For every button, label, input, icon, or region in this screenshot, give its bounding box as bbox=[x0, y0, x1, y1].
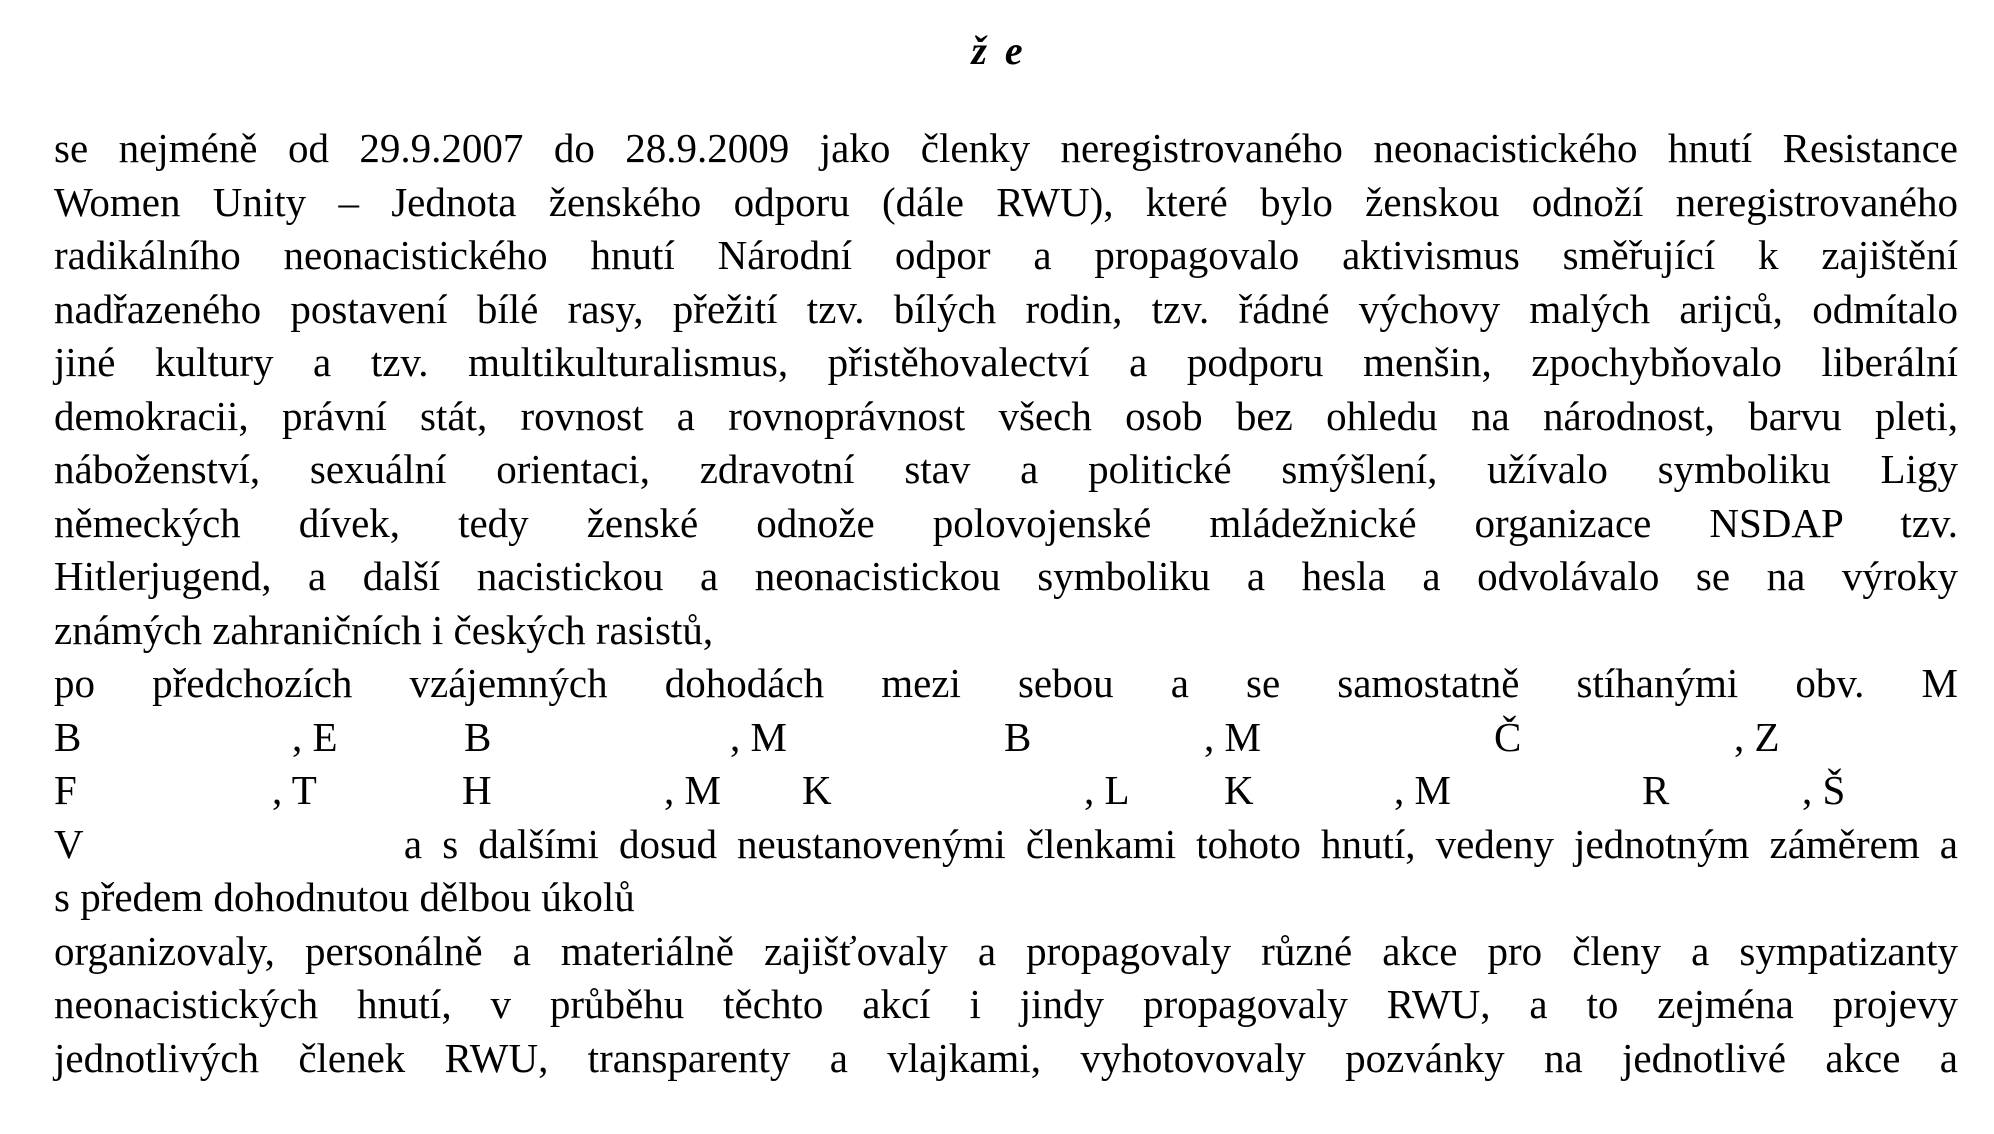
text-line: demokracii, právní stát, rovnost a rovnoprávnost všech osob bez ohledu na národnost, barvu pleti, bbox=[54, 392, 1958, 439]
name-initial: K bbox=[1224, 767, 1254, 813]
paragraph-1 bbox=[54, 122, 1958, 657]
text-line: Women Unity – Jednota ženského odporu (dále RWU), které bylo ženskou odnoží neregistrovaného bbox=[54, 178, 1958, 225]
text-line: po předchozích vzájemných dohodách mezi sebou a se samostatně stíhanými obv. M bbox=[54, 660, 1958, 706]
name-initial: , M bbox=[730, 713, 787, 760]
text-line: náboženství, sexuální orientaci, zdravotní stav a politické smýšlení, užívalo symboliku Ligy bbox=[54, 446, 1958, 492]
text-line: organizovaly, personálně a materiálně zajišťovaly a propagovaly různé akce pro členy a sympatizanty bbox=[54, 927, 1958, 974]
name-initial: K bbox=[802, 767, 832, 813]
text-line: jednotlivých členek RWU, transparenty a vlajkami, vyhotovovaly pozvánky na jednotlivé akce a bbox=[54, 1034, 1958, 1081]
name-initial: B bbox=[1004, 713, 1032, 760]
name-initial: H bbox=[462, 767, 492, 813]
section-heading: ž e bbox=[971, 28, 1023, 73]
redacted-names-row-1 bbox=[54, 711, 1958, 765]
name-initial: , E bbox=[292, 713, 338, 760]
name-initial: R bbox=[1642, 767, 1670, 813]
redacted-names-row-2 bbox=[54, 764, 1958, 818]
name-initial: , M bbox=[1204, 713, 1261, 760]
body-text bbox=[54, 122, 1958, 1085]
text-line: nadřazeného postavení bílé rasy, přežití tzv. bílých rodin, tzv. řádné výchovy malých arijců, odmítalo bbox=[54, 285, 1958, 332]
paragraph-3 bbox=[54, 925, 1958, 1086]
paragraph-2 bbox=[54, 657, 1958, 925]
name-initial: , Z bbox=[1734, 713, 1780, 760]
name-initial: , M bbox=[1394, 767, 1451, 813]
name-initial: , Š bbox=[1802, 767, 1846, 813]
name-initial: B bbox=[464, 713, 492, 760]
text-line: s předem dohodnutou dělbou úkolů bbox=[54, 874, 635, 920]
name-initial: B bbox=[54, 713, 82, 760]
name-initial: Č bbox=[1494, 713, 1522, 760]
text-line: radikálního neonacistického hnutí Národní odpor a propagovalo aktivismus směřující k zajištění bbox=[54, 232, 1958, 278]
text-line: německých dívek, tedy ženské odnože polovojenské mládežnické organizace NSDAP tzv. bbox=[54, 499, 1958, 546]
text-line: jiné kultury a tzv. multikulturalismus, přistěhovalectví a podporu menšin, zpochybňovalo liberální bbox=[54, 339, 1958, 385]
name-initial: F bbox=[54, 767, 77, 813]
text-line: neonacistických hnutí, v průběhu těchto akcí i jindy propagovaly RWU, a to zejména projevy bbox=[54, 981, 1958, 1027]
text-line: Hitlerjugend, a další nacistickou a neonacistickou symboliku a hesla a odvolávalo se na výroky bbox=[54, 553, 1958, 599]
name-initial: , L bbox=[1084, 767, 1130, 813]
text-line: známých zahraničních i českých rasistů, bbox=[54, 606, 714, 653]
name-initial: , T bbox=[272, 767, 317, 813]
text-line: se nejméně od 29.9.2007 do 28.9.2009 jako členky neregistrovaného neonacistického hnutí Resistance bbox=[54, 125, 1958, 171]
name-initial: , M bbox=[664, 767, 721, 813]
text-line: V a s dalšími dosud neustanovenými členkami tohoto hnutí, vedeny jednotným záměrem a bbox=[54, 820, 1958, 867]
